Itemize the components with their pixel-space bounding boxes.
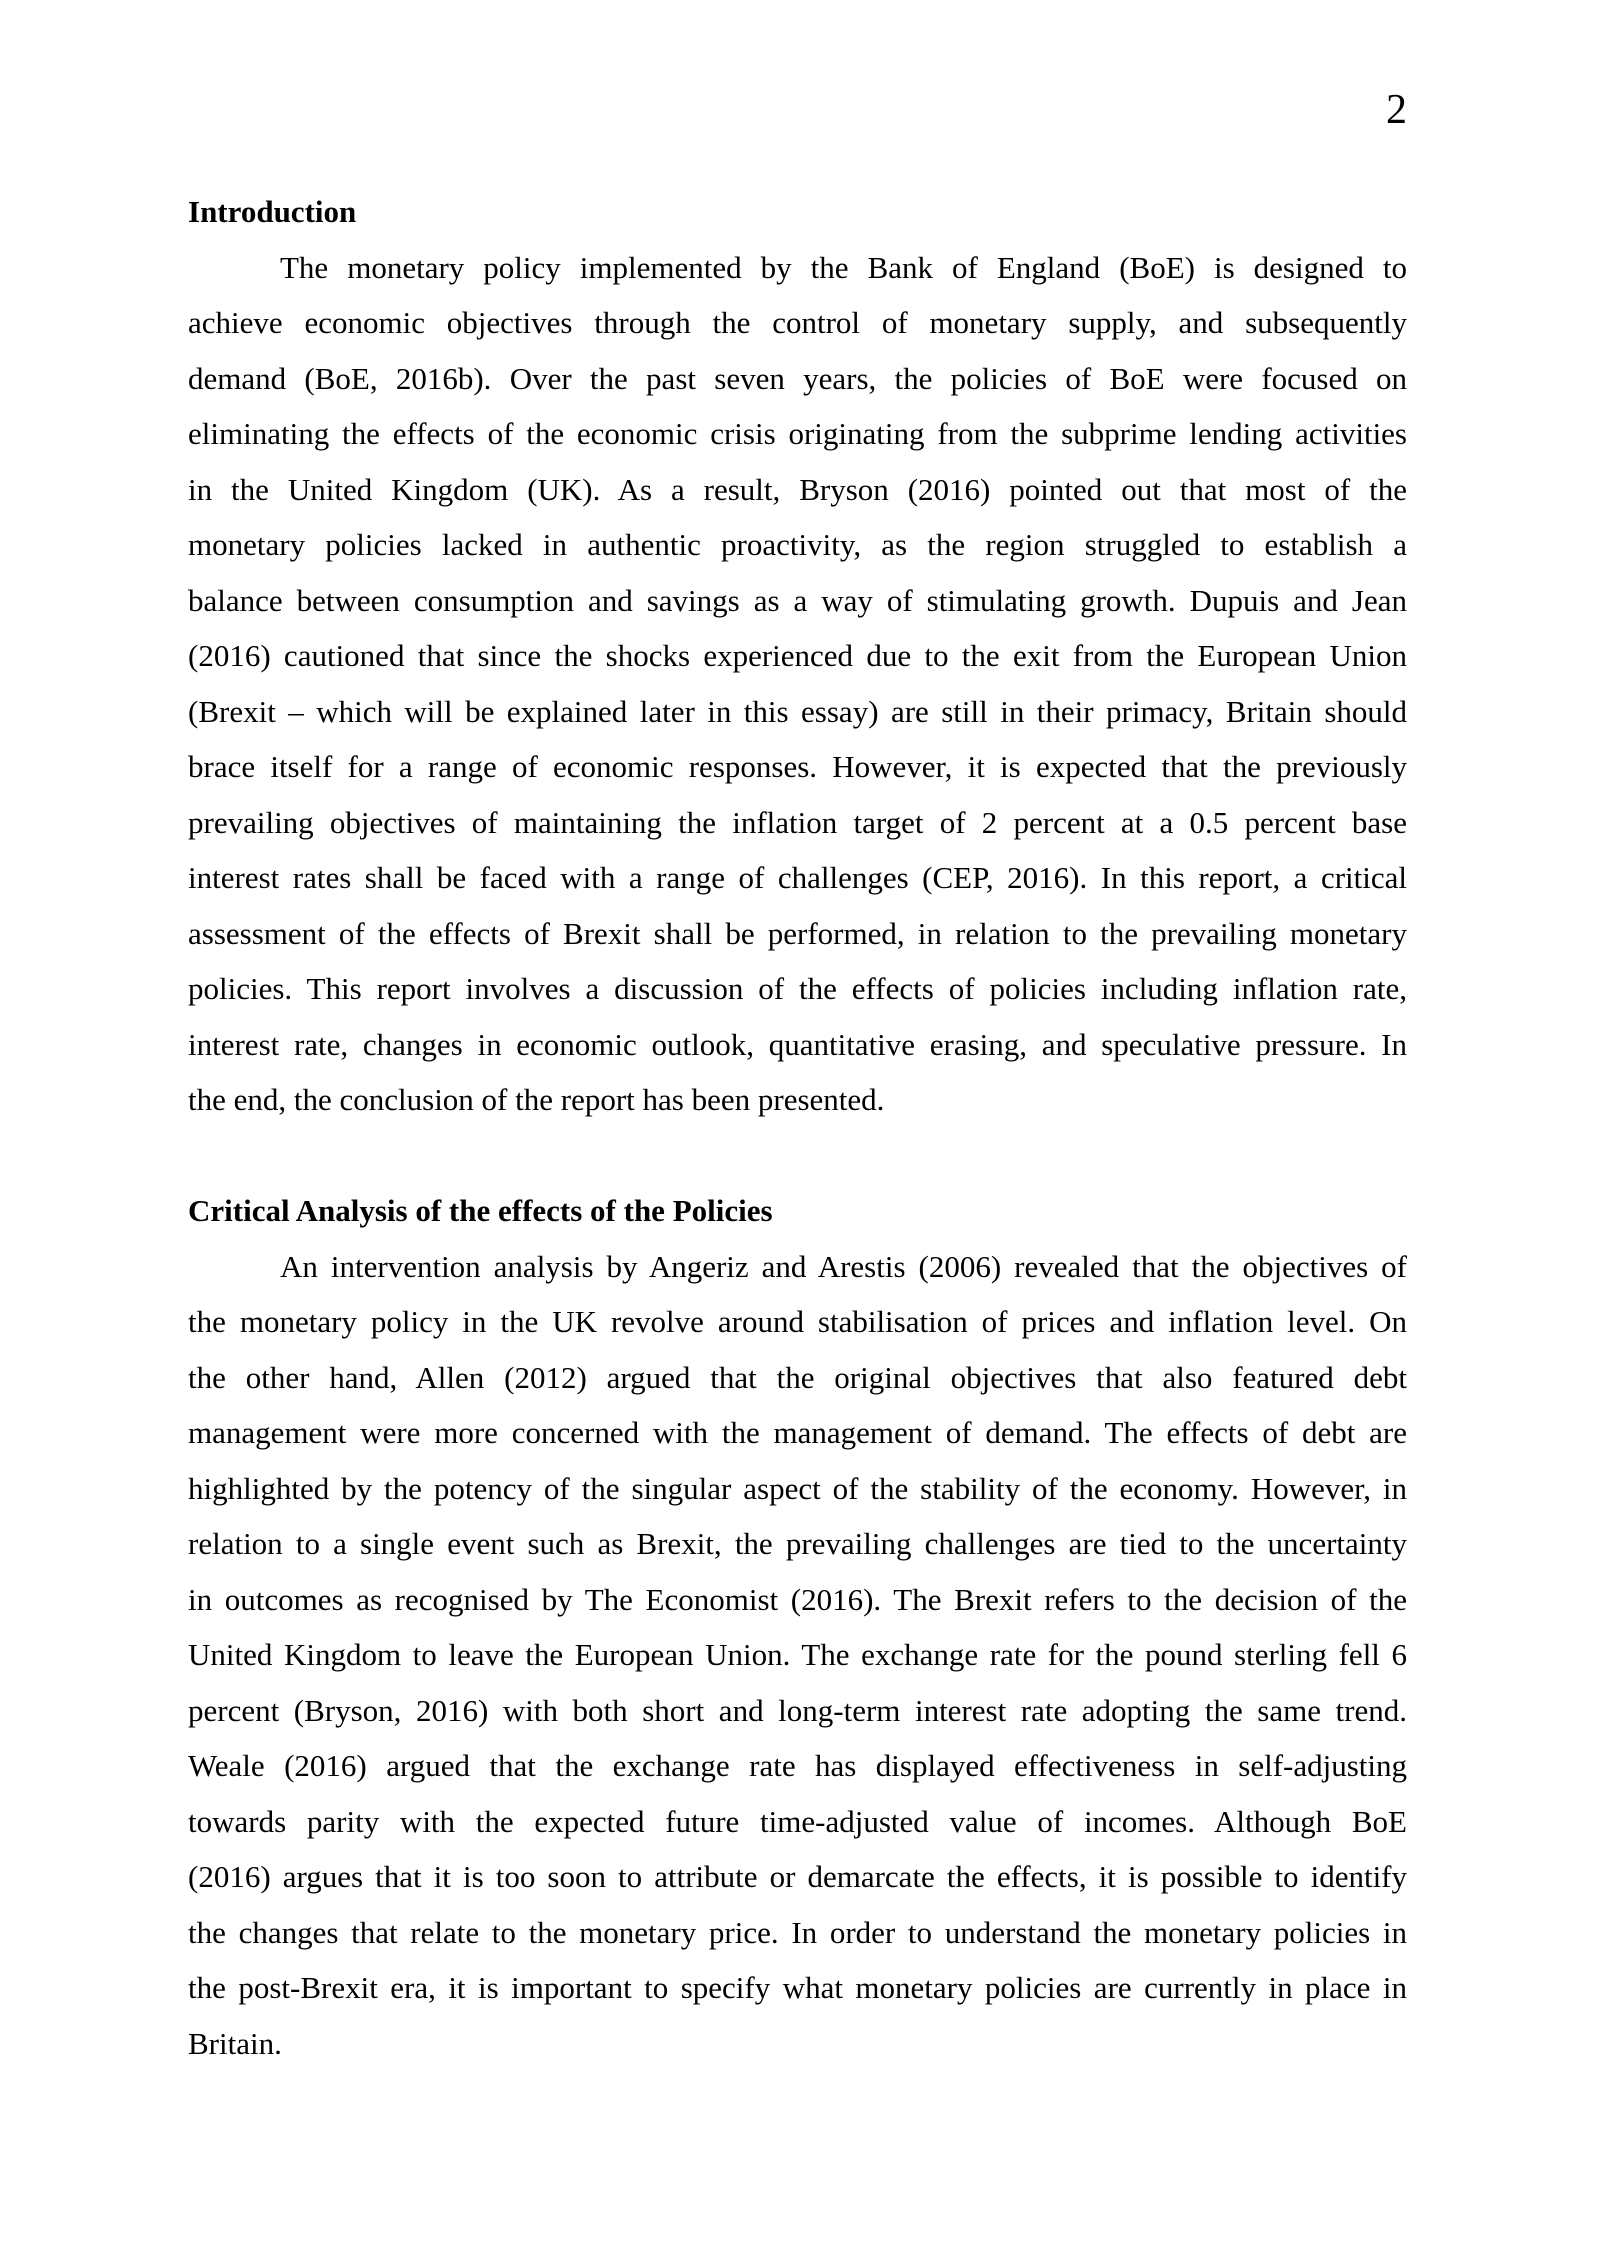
document-body (188, 184, 1407, 2071)
section-heading-critical-analysis: Critical Analysis of the effects of the Policies (188, 1193, 773, 1228)
text-line: the end, the conclusion of the report has been presented. (188, 1082, 885, 1117)
text-line: the post-Brexit era, it is important to specify what monetary policies are currently in place in (188, 1970, 1407, 2005)
text-line: interest rates shall be faced with a range of challenges (CEP, 2016). In this report, a critical (188, 860, 1407, 895)
text-line: prevailing objectives of maintaining the inflation target of 2 percent at a 0.5 percent base (188, 804, 1407, 840)
text-line: The monetary policy implemented by the Bank of England (BoE) is designed to (280, 249, 1407, 285)
text-line: interest rate, changes in economic outlook, quantitative erasing, and speculative pressure. In (188, 1026, 1407, 1062)
text-line: relation to a single event such as Brexit, the prevailing challenges are tied to the uncertainty (188, 1526, 1407, 1561)
page-number: 2 (1386, 87, 1407, 133)
text-line: achieve economic objectives through the control of monetary supply, and subsequently (188, 305, 1407, 340)
text-line: Weale (2016) argued that the exchange rate has displayed effectiveness in self-adjusting (188, 1748, 1407, 1783)
text-line: the changes that relate to the monetary price. In order to understand the monetary policies in (188, 1914, 1407, 1950)
text-line: brace itself for a range of economic responses. However, it is expected that the previously (188, 749, 1407, 784)
text-line: balance between consumption and savings as a way of stimulating growth. Dupuis and Jean (188, 582, 1407, 618)
text-line: eliminating the effects of the economic crisis originating from the subprime lending activities (188, 416, 1407, 451)
text-line: percent (Bryson, 2016) with both short and long-term interest rate adopting the same trend. (188, 1692, 1407, 1728)
text-line: Britain. (188, 2025, 282, 2061)
text-line: highlighted by the potency of the singular aspect of the stability of the economy. However, in (188, 1470, 1407, 1506)
text-line: (2016) cautioned that since the shocks experienced due to the exit from the European Union (188, 638, 1407, 673)
text-line: in outcomes as recognised by The Economist (2016). The Brexit refers to the decision of the (188, 1581, 1407, 1617)
text-line: demand (BoE, 2016b). Over the past seven years, the policies of BoE were focused on (188, 360, 1407, 396)
text-line: policies. This report involves a discussion of the effects of policies including inflation rate, (188, 971, 1407, 1006)
text-line: An intervention analysis by Angeriz and Arestis (2006) revealed that the objectives of (280, 1248, 1407, 1284)
text-line: (Brexit – which will be explained later in this essay) are still in their primacy, Britain should (188, 693, 1407, 729)
text-line: management were more concerned with the management of demand. The effects of debt are (188, 1415, 1407, 1450)
text-line: the monetary policy in the UK revolve around stabilisation of prices and inflation level. On (188, 1304, 1407, 1339)
section-heading-introduction: Introduction (188, 194, 357, 229)
section-critical-analysis (188, 1183, 1407, 2071)
text-line: in the United Kingdom (UK). As a result, Bryson (2016) pointed out that most of the (188, 471, 1407, 507)
text-line: towards parity with the expected future time-adjusted value of incomes. Although BoE (188, 1803, 1407, 1839)
text-line: United Kingdom to leave the European Union. The exchange rate for the pound sterling fell 6 (188, 1637, 1407, 1672)
text-line: (2016) argues that it is too soon to attribute or demarcate the effects, it is possible to identify (188, 1859, 1407, 1894)
text-line: the other hand, Allen (2012) argued that the original objectives that also featured debt (188, 1359, 1407, 1395)
section-introduction (188, 184, 1407, 1128)
paragraph-critical-analysis (188, 1239, 1407, 2072)
text-line: assessment of the effects of Brexit shall be performed, in relation to the prevailing monetary (188, 915, 1407, 951)
paragraph-introduction (188, 240, 1407, 1128)
text-line: monetary policies lacked in authentic proactivity, as the region struggled to establish a (188, 527, 1407, 562)
